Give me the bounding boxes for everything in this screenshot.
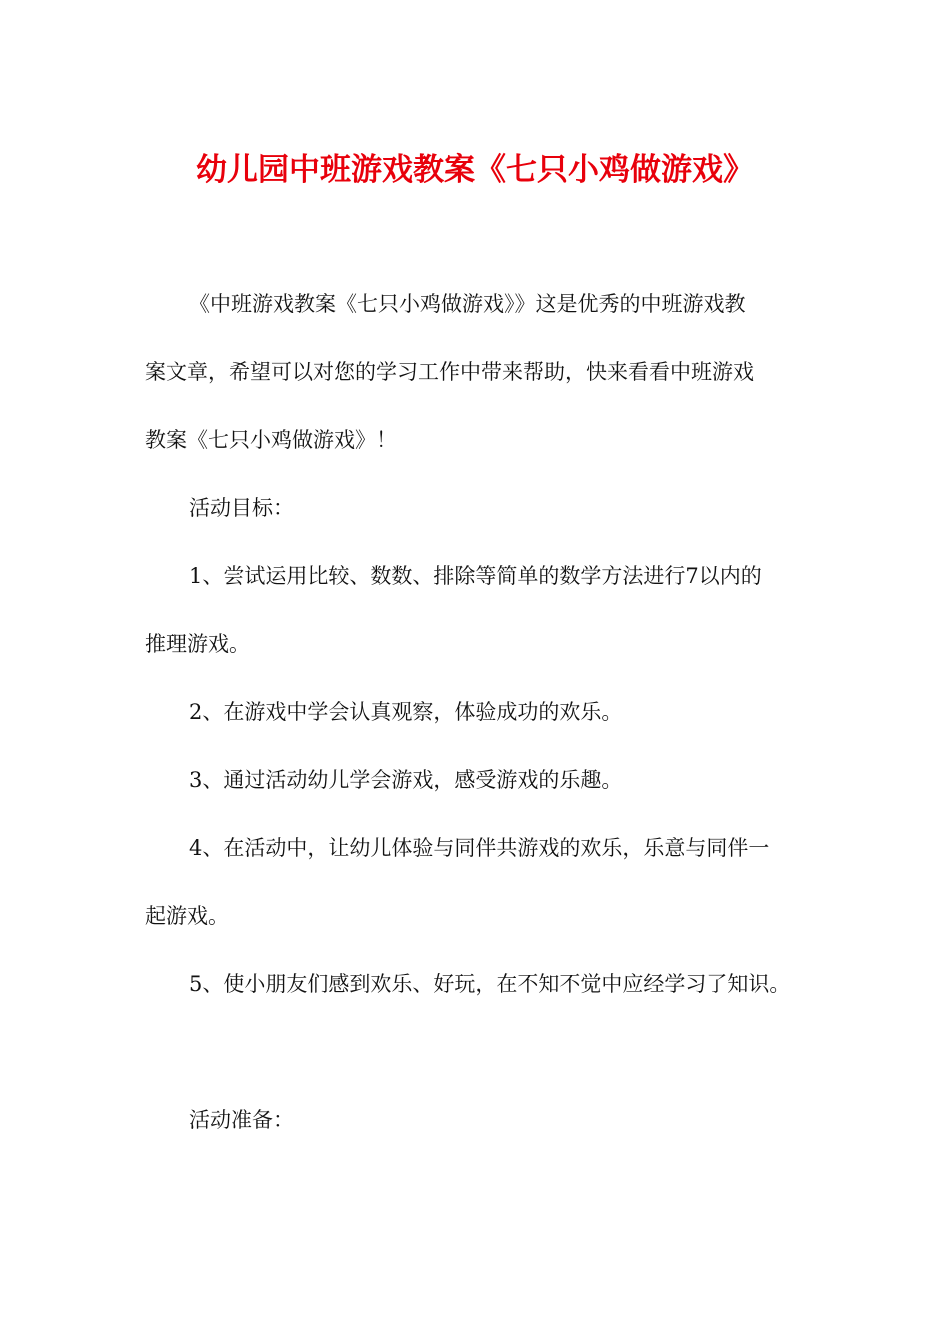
paragraph-spacer <box>145 1018 815 1086</box>
goal-item-3: 3、通过活动幼儿学会游戏，感受游戏的乐趣。 <box>189 768 623 792</box>
goal-item-4 <box>145 814 815 950</box>
document-title: 幼儿园中班游戏教案《七只小鸡做游戏》 <box>196 152 754 188</box>
prep-heading: 活动准备： <box>189 1108 294 1132</box>
goal-item-2: 2、在游戏中学会认真观察，体验成功的欢乐。 <box>189 700 623 724</box>
intro-line-3: 教案《七只小鸡做游戏》！ <box>145 428 397 452</box>
goal-item-1 <box>145 542 815 678</box>
intro-paragraph <box>145 270 815 474</box>
intro-line-2: 案文章，希望可以对您的学习工作中带来帮助，快来看看中班游戏 <box>145 360 754 384</box>
goal-item-5: 5、使小朋友们感到欢乐、好玩，在不知不觉中应经学习了知识。 <box>189 972 791 996</box>
goal-4-line-1: 4、在活动中，让幼儿体验与同伴共游戏的欢乐，乐意与同伴一 <box>189 836 770 860</box>
goal-1-line-2: 推理游戏。 <box>145 632 250 656</box>
goals-heading: 活动目标： <box>189 496 294 520</box>
goal-4-line-2: 起游戏。 <box>145 904 229 928</box>
document-body <box>145 270 815 1154</box>
intro-line-1: 《中班游戏教案《七只小鸡做游戏》》这是优秀的中班游戏教 <box>189 292 746 316</box>
goal-1-line-1: 1、尝试运用比较、数数、排除等简单的数学方法进行7以内的 <box>189 564 762 588</box>
